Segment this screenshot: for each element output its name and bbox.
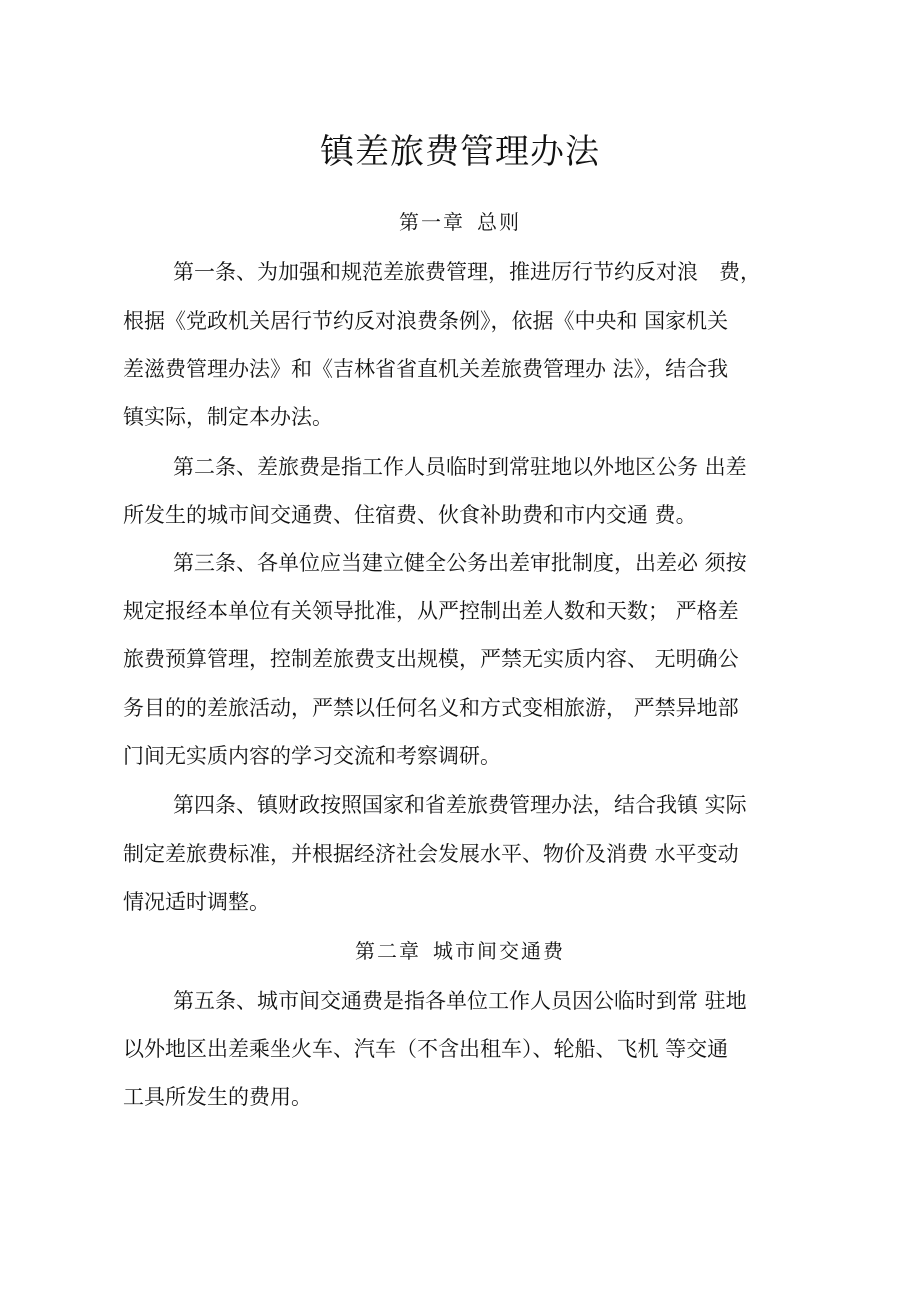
article-4-line-3: 情况适时调整。 (123, 890, 270, 914)
chapter-heading-2 (0, 936, 920, 966)
article-5-line-1: 第五条、城市间交通费是指各单位工作人员因公临时到常 驻地 (173, 989, 747, 1013)
article-2-line-1: 第二条、差旅费是指工作人员临时到常驻地以外地区公务 出差 (173, 455, 747, 479)
article-5-line-2: 以外地区出差乘坐火车、汽车（不含出租车）、轮船、飞机 等交通 (123, 1037, 729, 1061)
article-1-line-4: 镇实际，制定本办法。 (123, 405, 333, 429)
chapter-name: 总则 (477, 210, 521, 234)
article-3-line-1: 第三条、各单位应当建立健全公务出差审批制度，出差必 须按 (173, 551, 747, 575)
article-5-line-3: 工具所发生的费用。 (123, 1085, 312, 1109)
document-title: 镇差旅费管理办法 (320, 132, 600, 172)
chapter-heading-1 (0, 207, 920, 237)
article-1-line-1: 第一条、为加强和规范差旅费管理，推进厉行节约反对浪 费， (173, 260, 761, 284)
article-3-line-5: 门间无实质内容的学习交流和考察调研。 (123, 744, 501, 768)
article-4-line-2: 制定差旅费标准，并根据经济社会发展水平、物价及消费 水平变动 (123, 842, 739, 866)
article-1-line-3: 差滋费管理办法》和《吉林省省直机关差旅费管理办 法》，结合我 (123, 357, 729, 381)
article-1-line-2: 根据《党政机关居行节约反对浪费条例》，依据《中央和 国家机关 (123, 309, 729, 333)
chapter-label: 第二章 (355, 939, 421, 963)
article-3-line-3: 旅费预算管理，控制差旅费支出规模，严禁无实质内容、 无明确公 (123, 647, 739, 671)
chapter-label: 第一章 (399, 210, 465, 234)
chapter-name: 城市间交通费 (433, 939, 565, 963)
article-3-line-2: 规定报经本单位有关领导批准，从严控制出差人数和天数； 严格差 (123, 599, 739, 623)
article-2-line-2: 所发生的城市间交通费、住宿费、伙食补助费和市内交通 费。 (123, 503, 697, 527)
article-3-line-4: 务目的的差旅活动，严禁以任何名义和方式变相旅游， 严禁异地部 (123, 696, 739, 720)
article-4-line-1: 第四条、镇财政按照国家和省差旅费管理办法，结合我镇 实际 (173, 793, 747, 817)
